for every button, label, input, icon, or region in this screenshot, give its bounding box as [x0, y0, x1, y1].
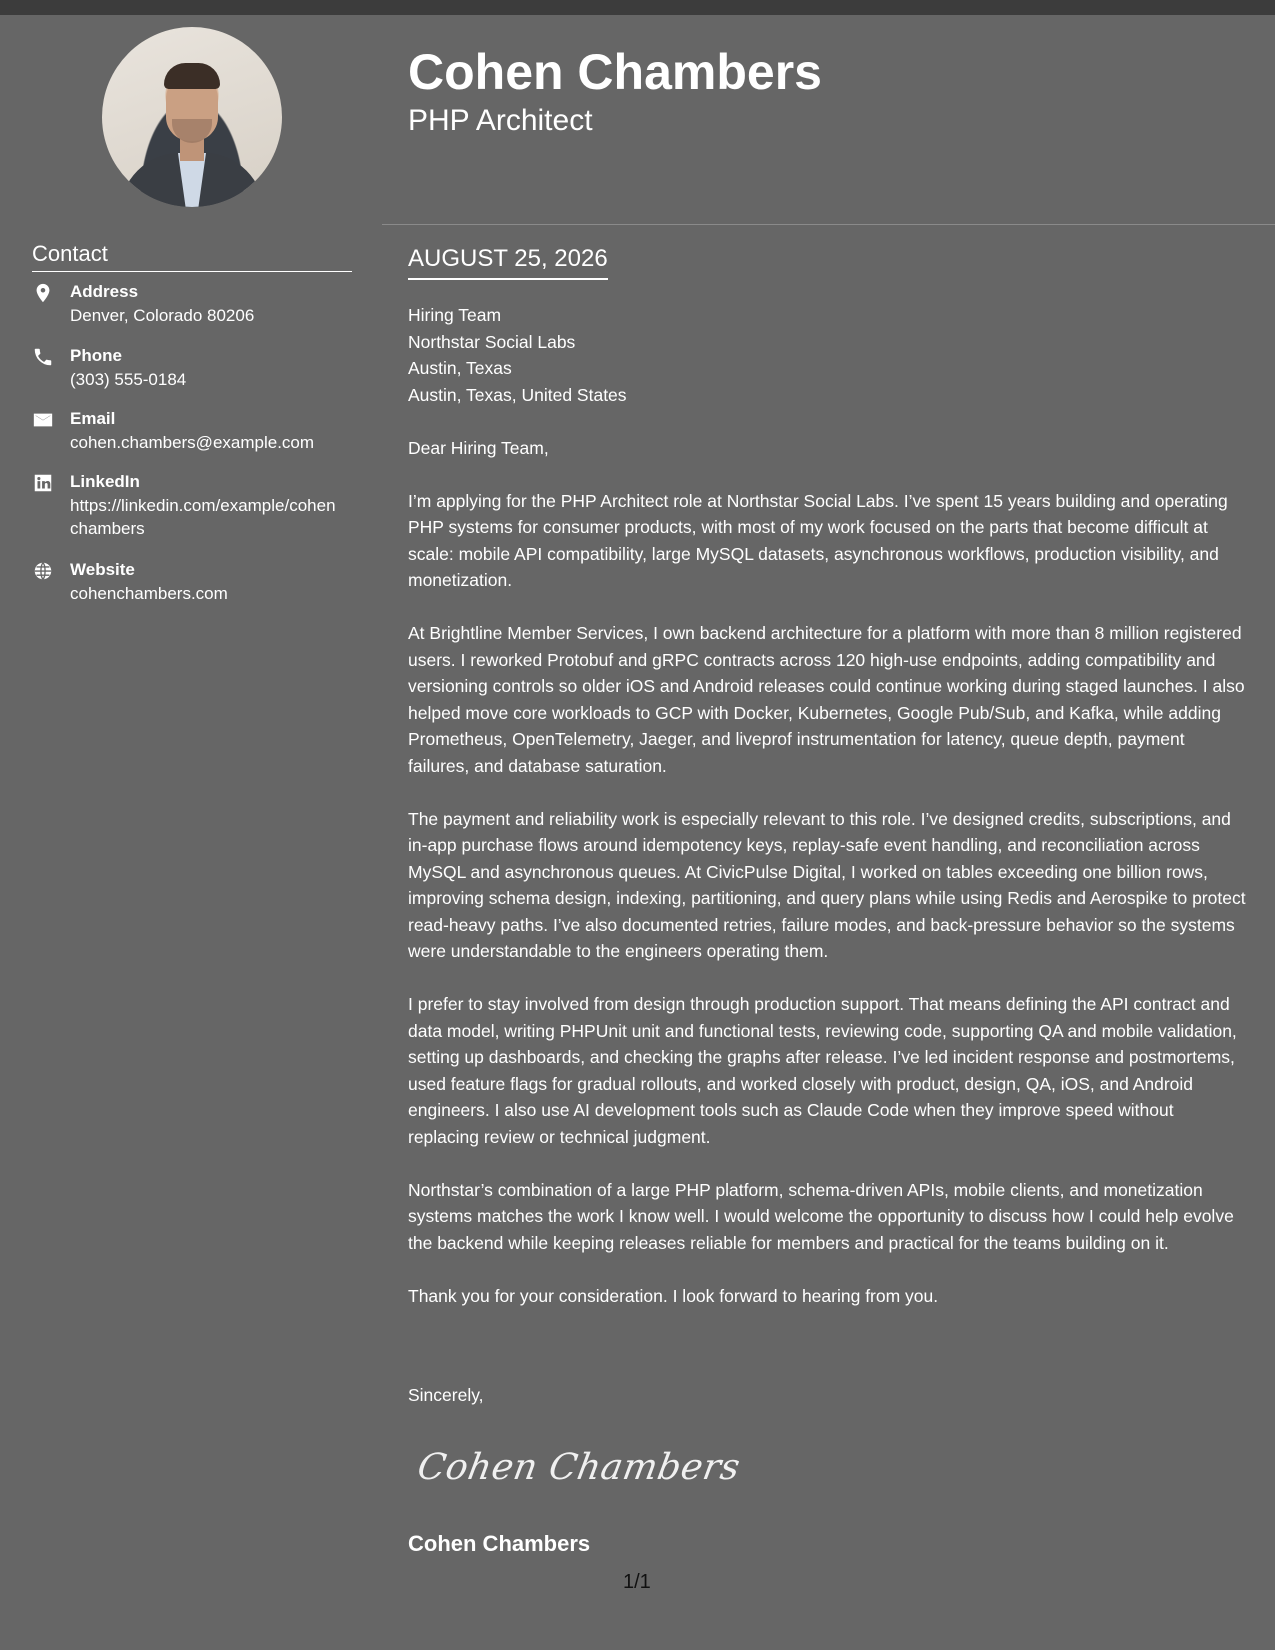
signature: Cohen Chambers: [414, 1447, 744, 1488]
paragraph: At Brightline Member Services, I own backend architecture for a platform with more than 8 million registered users. I reworked Protobuf and gRPC contracts across 120 high-use endpoints, adding compatibility and versioning controls so older iOS and Android releases could continue working during staged launches. I also helped move core workloads to GCP with Docker, Kubernetes, Google Pub/Sub, and Kafka, while adding Prometheus, OpenTelemetry, Jaeger, and liveprof instrumentation for latency, queue depth, payment failures, and database saturation.: [408, 623, 1245, 776]
website-value[interactable]: cohenchambers.com: [70, 584, 228, 603]
letter-date: AUGUST 25, 2026: [408, 244, 608, 280]
recipient-line: Hiring Team: [408, 305, 502, 325]
location-pin-icon: [32, 282, 54, 304]
recipient-block: [408, 302, 1248, 408]
globe-icon: [32, 560, 54, 582]
candidate-name: Cohen Chambers: [408, 44, 822, 100]
recipient-line: Northstar Social Labs: [408, 331, 576, 352]
address-value: Denver, Colorado 80206: [70, 306, 255, 325]
paragraph: The payment and reliability work is especially relevant to this role. I’ve designed credits, subscriptions, and in-app purchase flows around idempotency keys, replay-safe event handling, and reconciliation across MySQL and asynchronous queues. At CivicPulse Digital, I worked on tables exceeding one billion rows, improving schema design, indexing, partitioning, and query plans while using Redis and Aerospike to protect read-heavy paths. I’ve also documented retries, failure modes, and back-pressure behavior so the systems were understandable to the engineers operating them.: [408, 808, 1246, 961]
linkedin-icon: [32, 472, 54, 494]
envelope-icon: [32, 409, 54, 431]
signed-name: Cohen Chambers: [408, 1531, 591, 1556]
contact-heading: Contact: [32, 241, 352, 272]
recipient-line: Austin, Texas: [408, 358, 512, 378]
paragraph: Thank you for your consideration. I look forward to hearing from you.: [408, 1285, 939, 1306]
address-label: Address: [70, 282, 139, 301]
linkedin-label: LinkedIn: [70, 472, 140, 491]
sidebar: [32, 0, 352, 1650]
recipient-line: Austin, Texas, United States: [408, 384, 627, 405]
closing: Sincerely,: [408, 1385, 484, 1405]
website-label: Website: [70, 560, 135, 579]
phone-value: (303) 555-0184: [70, 370, 187, 389]
email-value[interactable]: cohen.chambers@example.com: [70, 433, 315, 452]
email-label: Email: [70, 409, 116, 428]
header-divider: [382, 224, 1275, 225]
paragraph: I prefer to stay involved from design through production support. That means defining the API contract and data model, writing PHPUnit unit and functional tests, reviewing code, supporting QA and mobile validation, setting up dashboards, and checking the graphs after release. I’ve led incident response and postmortems, used feature flags for gradual rollouts, and worked closely with product, design, QA, iOS, and Android engineers. I also use AI development tools such as Claude Code when they improve speed without replacing review or technical judgment.: [408, 994, 1237, 1147]
phone-icon: [32, 346, 54, 368]
letter-body: [408, 302, 1248, 1336]
page-number: 1/1: [623, 1571, 651, 1593]
profile-photo: [102, 27, 282, 207]
candidate-role: PHP Architect: [408, 104, 593, 137]
linkedin-value[interactable]: https://linkedin.com/example/cohenchambers: [70, 496, 336, 538]
phone-label: Phone: [70, 346, 122, 365]
paragraph: I’m applying for the PHP Architect role at Northstar Social Labs. I’ve spent 15 years building and operating PHP systems for consumer products, with most of my work focused on the parts that become difficult at scale: mobile API compatibility, large MySQL datasets, asynchronous workflows, production visibility, and monetization.: [408, 490, 1228, 590]
paragraph: Northstar’s combination of a large PHP platform, schema-driven APIs, mobile clients, and monetization systems matches the work I know well. I would welcome the opportunity to discuss how I could help evolve the backend while keeping releases reliable for members and practical for the teams building on it.: [408, 1179, 1234, 1253]
salutation: Dear Hiring Team,: [408, 437, 549, 458]
